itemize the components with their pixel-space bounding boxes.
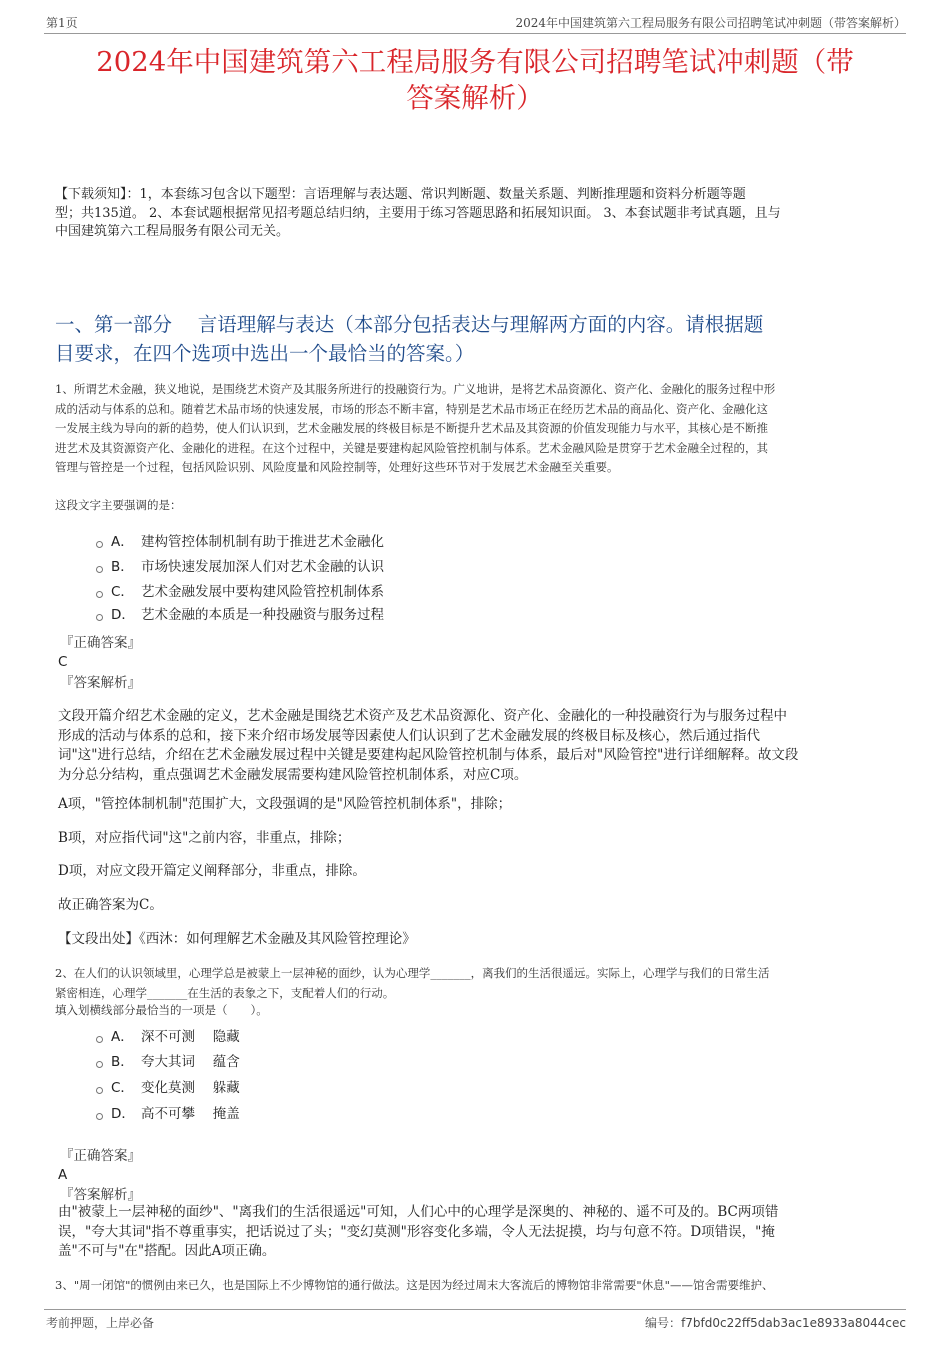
q1-option-b[interactable] bbox=[96, 556, 384, 578]
option-text: 夸大其词 蕴含 bbox=[141, 1054, 240, 1070]
notice-line: 【下载须知】：1，本套练习包含以下题型：言语理解与表达题、常识判断题、数量关系题、判断推理题和资料分析题等题 bbox=[55, 187, 746, 202]
radio-icon[interactable] bbox=[96, 591, 103, 598]
analysis-line: 为分总分结构，重点强调艺术金融发展需要构建风险管控机制体系，对应C项。 bbox=[58, 766, 528, 783]
download-notice bbox=[55, 186, 898, 242]
title-line-2: 答案解析） bbox=[406, 82, 544, 114]
stem-line: 2、在人们的认识领域里，心理学总是被蒙上一层神秘的面纱，认为心理学_______，离我们的生活很遥远。实际上，心理学与我们的日常生活 bbox=[55, 966, 770, 980]
header-doc-title: 2024年中国建筑第六工程局服务有限公司招聘笔试冲刺题（带答案解析） bbox=[515, 16, 906, 30]
q1-option-c[interactable] bbox=[96, 581, 384, 603]
option-text: 艺术金融的本质是一种投融资与服务过程 bbox=[141, 607, 384, 623]
option-letter: A． bbox=[111, 534, 134, 550]
radio-icon[interactable] bbox=[96, 566, 103, 573]
footer-code bbox=[645, 1314, 906, 1331]
option-text: 建构管控体制机制有助于推进艺术金融化 bbox=[141, 534, 384, 550]
radio-icon[interactable] bbox=[96, 1036, 103, 1043]
option-text: 市场快速发展加深人们对艺术金融的认识 bbox=[141, 559, 384, 575]
footer-divider bbox=[44, 1309, 906, 1310]
q2-stem bbox=[55, 964, 898, 1018]
option-letter: B． bbox=[111, 1054, 134, 1070]
q1-answer: C bbox=[58, 654, 68, 670]
stem-line: 紧密相连，心理学_______在生活的表象之下，支配着人们的行动。 bbox=[55, 985, 395, 1000]
q2-answer: A bbox=[58, 1167, 68, 1183]
analysis-line: 词"这"进行总结，介绍在艺术金融发展过程中关键是要建构起风险管控机制与体系，最后对"风险管控"进行详细解释。故文段 bbox=[58, 747, 799, 763]
q1-source: 【文段出处】《西沐：如何理解艺术金融及其风险管控理论》 bbox=[58, 931, 416, 947]
footer-slogan: 考前押题，上岸必备 bbox=[46, 1316, 155, 1330]
q2-option-b[interactable] bbox=[96, 1051, 240, 1073]
option-text: 变化莫测 躲藏 bbox=[141, 1080, 240, 1096]
radio-icon[interactable] bbox=[96, 1113, 103, 1120]
analysis-line: 形成的活动与体系的总和，接下来介绍市场发展等因素使人们认识到了艺术金融发展的终极目标及核心，然后通过指代 bbox=[58, 727, 760, 744]
q1-conclusion: 故正确答案为C。 bbox=[58, 897, 163, 913]
option-letter: C． bbox=[111, 584, 134, 600]
option-letter: C． bbox=[111, 1080, 134, 1096]
analysis-line: 盖"不可与"在"搭配。因此A项正确。 bbox=[58, 1243, 276, 1259]
q2-option-a[interactable] bbox=[96, 1026, 240, 1048]
footer-code-value: f7bfd0c22ff5dab3ac1e8933a8044cec bbox=[681, 1316, 906, 1330]
option-letter: B． bbox=[111, 559, 134, 575]
page-number: 第1页 bbox=[46, 16, 78, 30]
q1-option-d[interactable] bbox=[96, 604, 384, 626]
stem-line: 1、所谓艺术金融，狭义地说，是围绕艺术资产及其服务所进行的投融资行为。广义地讲，是将艺术品资源化、资产化、金融化的服务过程中形 bbox=[55, 382, 776, 396]
option-text: 高不可攀 掩盖 bbox=[141, 1106, 240, 1122]
notice-line: 型；共135道。 2、本套试题根据常见招考题总结归纳，主要用于练习答题思路和拓展知识面。 3、本套试题非考试真题，且与 bbox=[55, 205, 781, 221]
radio-icon[interactable] bbox=[96, 1087, 103, 1094]
radio-icon[interactable] bbox=[96, 614, 103, 621]
q1-analysis-label: 『答案解析』 bbox=[60, 675, 141, 691]
q1-note-a: A项，"管控体制机制"范围扩大，文段强调的是"风险管控机制体系"，排除； bbox=[58, 796, 512, 812]
option-letter: D． bbox=[111, 1106, 135, 1122]
q1-prompt: 这段文字主要强调的是： bbox=[55, 498, 182, 512]
stem-line: 管理与管控是一个过程，包括风险识别、风险度量和风险控制等，处理好这些环节对于发展艺术金融至关重要。 bbox=[55, 460, 619, 474]
stem-line: 进艺术及其资源资产化、金融化的进程。在这个过程中，关键是要建构起风险管控机制与体系。艺术金融风险是贯穿于艺术金融全过程的，其 bbox=[55, 440, 768, 455]
section-heading-line: 一、第一部分 言语理解与表达（本部分包括表达与理解两方面的内容。请根据题 bbox=[55, 313, 764, 336]
stem-line: 填入划横线部分最恰当的一项是（ ）。 bbox=[55, 1003, 268, 1017]
stem-line: 一发展主线为导向的新的趋势，使人们认识到，艺术金融发展的终极目标是不断提升艺术品及其资源的价值发现能力与水平，其核心是不断推 bbox=[55, 421, 768, 435]
analysis-line: 文段开篇介绍艺术金融的定义，艺术金融是围绕艺术资产及艺术品资源化、资产化、金融化的一种投融资行为与服务过程中 bbox=[58, 708, 787, 724]
q1-stem bbox=[55, 380, 898, 478]
q2-answer-label: 『正确答案』 bbox=[60, 1148, 141, 1164]
q1-option-a[interactable] bbox=[96, 531, 384, 553]
q2-option-c[interactable] bbox=[96, 1077, 240, 1099]
q1-answer-label: 『正确答案』 bbox=[60, 635, 141, 651]
radio-icon[interactable] bbox=[96, 541, 103, 548]
analysis-line: 误，"夸大其词"指不尊重事实，把话说过了头；"变幻莫测"形容变化多端，令人无法捉摸，均与句意不符。D项错误，"掩 bbox=[58, 1223, 775, 1240]
stem-line: 成的活动与体系的总和。随着艺术品市场的快速发展，市场的形态不断丰富，特别是艺术品市场正在经历艺术品的商品化、资产化、金融化这 bbox=[55, 401, 768, 416]
q2-analysis bbox=[58, 1203, 898, 1262]
q1-note-b: B项，对应指代词"这"之前内容，非重点，排除； bbox=[58, 830, 351, 846]
q1-note-d: D项，对应文段开篇定义阐释部分，非重点，排除。 bbox=[58, 863, 366, 879]
option-text: 艺术金融发展中要构建风险管控机制体系 bbox=[141, 584, 384, 600]
header-divider bbox=[44, 33, 906, 34]
footer-code-label: 编号： bbox=[645, 1316, 682, 1330]
option-letter: D． bbox=[111, 607, 135, 623]
analysis-line: 由"被蒙上一层神秘的面纱"、"离我们的生活很遥远"可知，人们心中的心理学是深奥的、神秘的、遥不可及的。BC两项错 bbox=[58, 1204, 779, 1220]
option-text: 深不可测 隐藏 bbox=[141, 1029, 240, 1045]
q2-option-d[interactable] bbox=[96, 1103, 240, 1125]
option-letter: A． bbox=[111, 1029, 134, 1045]
radio-icon[interactable] bbox=[96, 1061, 103, 1068]
section-heading-line: 目要求，在四个选项中选出一个最恰当的答案。） bbox=[55, 342, 475, 365]
title-line-1: 2024年中国建筑第六工程局服务有限公司招聘笔试冲刺题（带 bbox=[96, 46, 854, 78]
q1-analysis bbox=[58, 707, 898, 785]
q3-stem: 3、"周一闭馆"的惯例由来已久，也是国际上不少博物馆的通行做法。这是因为经过周末大客流后的博物馆非常需要"休息"——馆舍需要维护、 bbox=[55, 1278, 774, 1292]
notice-line: 中国建筑第六工程局服务有限公司无关。 bbox=[55, 224, 290, 239]
page-title bbox=[40, 44, 910, 116]
q2-analysis-label: 『答案解析』 bbox=[60, 1187, 141, 1203]
section-heading bbox=[55, 310, 898, 368]
